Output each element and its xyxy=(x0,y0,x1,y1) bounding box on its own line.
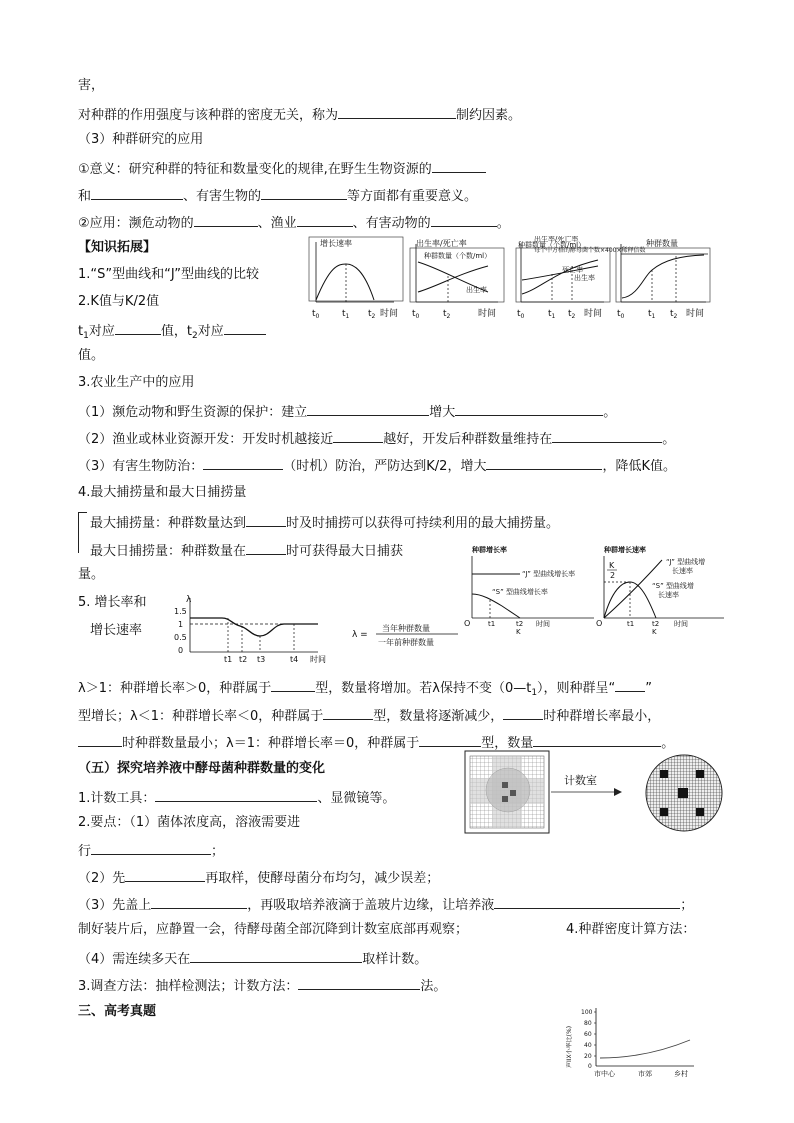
j-curve-label-2: 长速率 xyxy=(672,567,693,575)
formula-lhs: λ = xyxy=(352,630,368,640)
t3-label: t3 xyxy=(257,655,266,664)
svg-text:t0 xyxy=(312,309,320,320)
subscript: 1 xyxy=(345,313,350,320)
svg-text:t0 xyxy=(412,309,420,320)
svg-text:t2 xyxy=(443,309,451,320)
text: 和 xyxy=(78,189,92,204)
formula-numerator: 当年种群数量 xyxy=(382,624,430,633)
x-label-suburb: 市郊 xyxy=(638,1070,652,1078)
panel2-overlap-label: 种群数量（个数/ml） xyxy=(424,252,492,260)
text: 4.最大捕捞量和最大日捕捞量 xyxy=(78,485,247,500)
y-axis-label: 种群增长速率 xyxy=(604,546,646,554)
svg-text:t2 xyxy=(368,309,376,320)
panel3-ylabel-b: 种群数量（个数/ml） xyxy=(518,241,586,249)
text: 行 xyxy=(78,844,92,859)
text: 取样计数。 xyxy=(362,952,428,967)
t2-label: t xyxy=(568,309,572,319)
text: 越好，开发后种群数量维持在 xyxy=(383,432,553,447)
text-line-33 xyxy=(78,975,446,996)
growth-speed-figure xyxy=(592,542,727,634)
k-half-numerator: K xyxy=(609,561,615,570)
text: 等方面都有重要意义。 xyxy=(347,189,478,204)
text-line-25 xyxy=(78,760,325,778)
text: 、有害生物的 xyxy=(183,189,262,204)
t1-label: t1 xyxy=(488,620,496,628)
subscript: 1 xyxy=(551,313,556,320)
subscript: 1 xyxy=(83,331,89,341)
text: 时及时捕捞可以获得可持续利用的最大捕捞量。 xyxy=(286,516,560,531)
fill-blank[interactable] xyxy=(261,185,347,200)
t2-label: t xyxy=(368,309,372,319)
fill-blank[interactable] xyxy=(494,894,680,909)
fill-blank[interactable] xyxy=(297,212,353,227)
subscript: 2 xyxy=(571,313,576,320)
text-line-9 xyxy=(78,293,159,311)
text: 制好装片后，应静置一会，待酵母菌全部沉降到计数室底部再观察； xyxy=(78,922,469,937)
text-line-3 xyxy=(78,131,203,149)
origin-label: O xyxy=(596,619,603,628)
subscript: 2 xyxy=(446,313,451,320)
svg-text:t1 xyxy=(648,309,656,320)
text: 1.“S”型曲线和“J”型曲线的比较 xyxy=(78,267,260,282)
panel3-overlap-label: 每个中方格的酵母菌个数×400×稀释倍数 xyxy=(534,247,646,254)
text: 、渔业 xyxy=(257,216,297,231)
text-line-30 xyxy=(78,894,693,915)
time-label: 时间 xyxy=(478,309,497,319)
y-tick-0-5: 0.5 xyxy=(174,633,187,642)
text-line-1 xyxy=(78,77,104,95)
y-axis-label: 声IIX小率比(%) xyxy=(566,1025,573,1068)
text: （4）需连续多天在 xyxy=(78,952,191,967)
text: 5. 增长率和 xyxy=(78,595,147,610)
panel3-ylabel-a: 出生率/死亡率 xyxy=(534,236,579,243)
text-line-27 xyxy=(78,814,300,832)
subscript: 2 xyxy=(371,313,376,320)
text-line-5 xyxy=(78,185,477,206)
panel2-curve-label: 出生率 xyxy=(466,286,487,294)
t1-label: t1 xyxy=(627,620,635,628)
t0-label: t xyxy=(617,309,621,319)
growth-rate-panel xyxy=(309,237,403,302)
panel2-ylabel: 出生率/死亡率 xyxy=(416,239,467,248)
text: 、显微镜等。 xyxy=(317,791,396,806)
fill-blank[interactable] xyxy=(486,455,602,470)
fill-blank[interactable] xyxy=(552,428,662,443)
s-curve-label-2: 长速率 xyxy=(658,591,679,599)
text: 。 xyxy=(661,736,675,751)
fill-blank[interactable] xyxy=(125,867,205,882)
subscript: 2 xyxy=(191,331,198,341)
text-line-29 xyxy=(78,867,439,888)
text: 量。 xyxy=(78,567,105,582)
time-label: 时间 xyxy=(536,620,550,628)
time-label: 时间 xyxy=(584,309,603,319)
birth-death-panel xyxy=(410,238,504,302)
fill-blank[interactable] xyxy=(333,428,383,443)
fill-blank[interactable] xyxy=(431,212,497,227)
text-line-10 xyxy=(78,320,266,345)
fill-blank[interactable] xyxy=(455,401,603,416)
text: ； xyxy=(211,844,225,859)
text-line-13 xyxy=(78,401,616,422)
text-line-14 xyxy=(78,428,675,449)
text: 3.调查方法：抽样检测法；计数方法： xyxy=(78,979,299,994)
j-curve-label: “J” 型曲线增长率 xyxy=(522,570,576,578)
fill-blank[interactable] xyxy=(503,705,543,720)
text: 型，数量将增加。若λ保持不变（0—t xyxy=(315,681,532,696)
fill-blank[interactable] xyxy=(91,185,183,200)
growth-rate-figure xyxy=(462,542,597,634)
y-axis-label: 种群增长率 xyxy=(472,546,507,554)
subscript: 0 xyxy=(520,313,525,320)
text-line-21 xyxy=(90,622,142,640)
text-line-16 xyxy=(78,484,246,502)
text: （3）先盖上 xyxy=(78,898,152,913)
fill-blank[interactable] xyxy=(78,732,122,747)
fill-blank[interactable] xyxy=(419,732,481,747)
time-label: 时间 xyxy=(310,655,326,664)
fill-blank[interactable] xyxy=(338,104,456,119)
text: （1）濒危动物和野生资源的保护：建立 xyxy=(78,405,308,420)
text: 。 xyxy=(662,432,676,447)
y-tick-40: 40 xyxy=(584,1042,592,1049)
text: 。 xyxy=(603,405,617,420)
t1-label: t1 xyxy=(224,655,233,664)
brace xyxy=(78,512,87,553)
subscript: 2 xyxy=(673,313,678,320)
subscript: 0 xyxy=(620,313,625,320)
s-curve-label: “S” 型曲线增 xyxy=(652,582,694,590)
origin-label: O xyxy=(464,619,471,628)
k-label: K xyxy=(652,628,657,634)
x-label-countryside: 乡村 xyxy=(674,1070,688,1078)
t0-label: t xyxy=(312,309,316,319)
text: ①意义：研究种群的特征和数量变化的规律,在野生生物资源的 xyxy=(78,162,432,177)
section-heading: （五）探究培养液中酵母菌种群数量的变化 xyxy=(78,761,326,776)
text: （时机）防治，严防达到K/2，增大 xyxy=(283,459,487,474)
text-line-26 xyxy=(78,787,395,808)
y-tick-100: 100 xyxy=(581,1009,593,1016)
text-line-2 xyxy=(78,104,521,125)
text: 1.计数工具： xyxy=(78,791,156,806)
section-heading: 三、高考真题 xyxy=(78,1004,157,1019)
arrow-head-icon xyxy=(614,788,622,796)
subscript: 0 xyxy=(415,313,420,320)
fill-blank[interactable] xyxy=(271,677,315,692)
svg-text:t1 xyxy=(342,309,350,320)
text-line-12 xyxy=(78,374,194,392)
text: （2）先 xyxy=(78,871,126,886)
formula-denominator: 一年前种群数量 xyxy=(378,638,434,647)
text-line-31b xyxy=(566,921,695,939)
t2-label: t2 xyxy=(516,620,524,628)
t2-label: t2 xyxy=(652,620,660,628)
text: 对应 xyxy=(197,324,224,339)
k-half-denominator: 2 xyxy=(610,571,616,580)
text: 值，t xyxy=(160,324,192,339)
text-line-4 xyxy=(78,158,486,179)
text-line-20 xyxy=(78,594,147,612)
y-tick-80: 80 xyxy=(584,1020,592,1027)
text: 值。 xyxy=(78,348,105,363)
text: 型增长；λ＜1：种群增长率＜0，种群属于 xyxy=(78,709,324,724)
section-heading: 【知识拓展】 xyxy=(78,240,157,255)
time-label: 时间 xyxy=(380,309,399,319)
text: t xyxy=(78,324,84,339)
text: 、有害动物的 xyxy=(352,216,431,231)
text: ； xyxy=(680,898,694,913)
text-line-22 xyxy=(78,677,652,702)
subscript: 1 xyxy=(651,313,656,320)
text: 害， xyxy=(78,78,105,93)
fill-blank[interactable] xyxy=(91,840,211,855)
svg-text:t0 xyxy=(517,309,525,320)
text-line-28 xyxy=(78,840,224,861)
fill-blank[interactable] xyxy=(151,894,247,909)
text: （2）渔业或林业资源开发：开发时机越接近 xyxy=(78,432,334,447)
y-tick-1-5: 1.5 xyxy=(174,607,187,616)
t4-label: t4 xyxy=(290,655,299,664)
svg-text:t2 xyxy=(568,309,576,320)
text: （3）有害生物防治： xyxy=(78,459,204,474)
y-tick-60: 60 xyxy=(584,1031,592,1038)
lambda-chart xyxy=(170,594,340,666)
fill-blank[interactable] xyxy=(298,975,420,990)
t1-label: t xyxy=(548,309,552,319)
urban-rural-chart xyxy=(566,1004,706,1080)
panel3-mid-label-b: 出生率 xyxy=(574,274,595,282)
subscript: 0 xyxy=(315,313,320,320)
birth-death-number-panel xyxy=(516,236,646,302)
text: 时种群增长率最小， xyxy=(543,709,661,724)
text: 2.K值与K/2值 xyxy=(78,294,160,309)
text-line-11 xyxy=(78,347,104,365)
panel3-mid-label-a: 死亡率 xyxy=(562,266,583,274)
lambda-formula xyxy=(352,620,462,650)
text: 制约因素。 xyxy=(456,108,522,123)
text: 最大捕捞量：种群数量达到 xyxy=(90,516,247,531)
fill-blank[interactable] xyxy=(307,401,429,416)
s-j-curve-comparison-figure xyxy=(308,236,718,322)
text: 对应 xyxy=(88,324,115,339)
fill-blank[interactable] xyxy=(615,677,645,692)
chamber-slide xyxy=(465,751,549,833)
text: ，再吸取培养液滴于盖玻片边缘，让培养液 xyxy=(247,898,495,913)
t0-label: t xyxy=(517,309,521,319)
svg-text:t2 xyxy=(670,309,678,320)
fill-blank[interactable] xyxy=(246,540,286,555)
panel4-ylabel: 种群数量 xyxy=(646,239,678,248)
text: 法。 xyxy=(420,979,447,994)
t1-label: t xyxy=(342,309,346,319)
text: ” xyxy=(645,681,653,696)
text: 时种群数量最小；λ＝1：种群增长率＝0，种群属于 xyxy=(122,736,420,751)
y-tick-1: 1 xyxy=(178,620,184,629)
y-tick-0: 0 xyxy=(178,646,184,655)
text: 2.要点：（1）菌体浓度高，溶液需要进 xyxy=(78,815,301,830)
text-line-34 xyxy=(78,1003,156,1021)
text-line-17 xyxy=(90,512,559,533)
text: 增大 xyxy=(429,405,456,420)
text: 3.农业生产中的应用 xyxy=(78,375,195,390)
text-line-18 xyxy=(90,540,403,561)
svg-text:t1 xyxy=(548,309,556,320)
fill-blank[interactable] xyxy=(203,455,283,470)
text: 型，数量 xyxy=(481,736,534,751)
j-curve-label: “J” 型曲线增 xyxy=(666,558,706,566)
x-label-city-center: 市中心 xyxy=(594,1070,615,1078)
text-line-8 xyxy=(78,266,259,284)
text: 再取样，使酵母菌分布均匀，减少误差； xyxy=(205,871,440,886)
fill-blank[interactable] xyxy=(432,158,486,173)
magnified-view xyxy=(644,754,724,834)
counting-chamber-label: 计数室 xyxy=(564,774,597,787)
text: 。 xyxy=(496,216,510,231)
section-heading: （3）种群研究的应用 xyxy=(78,132,204,147)
fill-blank[interactable] xyxy=(115,320,161,335)
text-line-6 xyxy=(78,212,510,233)
text: ，降低K值。 xyxy=(602,459,676,474)
fill-blank[interactable] xyxy=(155,787,317,802)
k-label: K xyxy=(516,628,521,634)
time-label: 时间 xyxy=(674,620,688,628)
t0-label: t xyxy=(412,309,416,319)
t2-label: t2 xyxy=(239,655,248,664)
text: ②应用：濒危动物的 xyxy=(78,216,194,231)
text-line-19 xyxy=(78,566,104,584)
text: 对种群的作用强度与该种群的密度无关，称为 xyxy=(78,108,339,123)
text-line-7 xyxy=(78,239,156,257)
counting-chamber-figure xyxy=(464,750,730,836)
time-label: 时间 xyxy=(686,309,705,319)
fill-blank[interactable] xyxy=(194,212,258,227)
s-curve-label: “S” 型曲线增长率 xyxy=(492,588,548,596)
text: ），则种群呈“ xyxy=(537,681,616,696)
t2-label: t xyxy=(670,309,674,319)
fill-blank[interactable] xyxy=(246,512,286,527)
text: 增长速率 xyxy=(90,623,143,638)
text: 时可获得最大日捕获 xyxy=(286,544,404,559)
text-line-15 xyxy=(78,455,676,476)
text-line-32 xyxy=(78,948,427,969)
fill-blank[interactable] xyxy=(190,948,362,963)
panel1-ylabel: 增长速率 xyxy=(320,239,352,248)
y-tick-0: 0 xyxy=(588,1063,592,1070)
fill-blank[interactable] xyxy=(533,732,661,747)
svg-text:t0 xyxy=(617,309,625,320)
text: 4.种群密度计算方法： xyxy=(566,922,696,937)
t1-label: t xyxy=(648,309,652,319)
fill-blank[interactable] xyxy=(323,705,373,720)
y-tick-20: 20 xyxy=(584,1053,592,1060)
text: λ＞1：种群增长率＞0，种群属于 xyxy=(78,681,272,696)
fill-blank[interactable] xyxy=(224,320,266,335)
t2-label: t xyxy=(443,309,447,319)
trend-line xyxy=(600,1040,690,1058)
text: 型，数量将逐渐减少， xyxy=(373,709,504,724)
text: 最大日捕捞量：种群数量在 xyxy=(90,544,247,559)
text-line-31 xyxy=(78,921,468,939)
text-line-23 xyxy=(78,705,660,726)
lambda-axis-label: λ xyxy=(186,595,192,605)
subscript: 1 xyxy=(531,688,538,698)
